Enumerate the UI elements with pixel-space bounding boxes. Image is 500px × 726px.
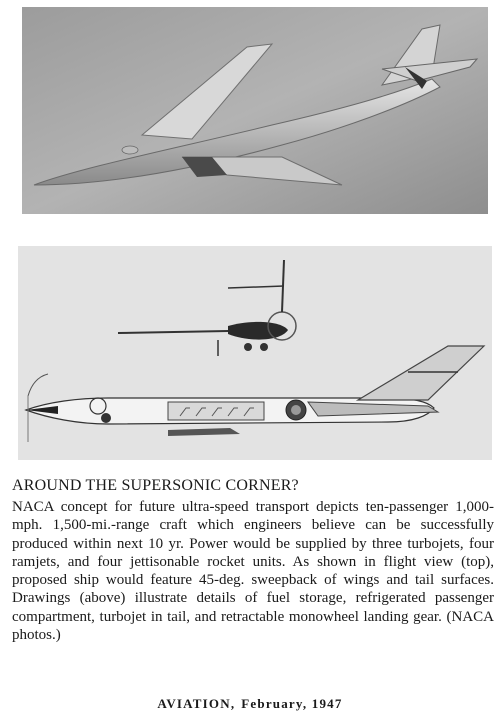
article-caption: NACA concept for future ultra-speed transport depicts ten-passenger 1,000-mph. 1,500-mi.-range craft which engineers believe can be successfully produced within next 10 yr. Power would be supplied by three turbojets, four ramjets, and four jettisonable rocket units. As shown in flight view (top), proposed ship would feature 45-deg. sweepback of wings and tail surfaces. Drawings (above) illustrate details of fuel storage, refrigerated passenger compartment, turbojet in tail, and retractable monowheel landing gear. (NACA photos.) [12,499,494,644]
article-headline: AROUND THE SUPERSONIC CORNER? [12,477,299,494]
aircraft-flight-photo [22,7,488,214]
footer-publication: AVIATION, [157,696,236,711]
aircraft-cutaway-drawing [18,246,492,460]
page-footer [0,696,500,712]
footer-date: February, 1947 [241,696,343,711]
